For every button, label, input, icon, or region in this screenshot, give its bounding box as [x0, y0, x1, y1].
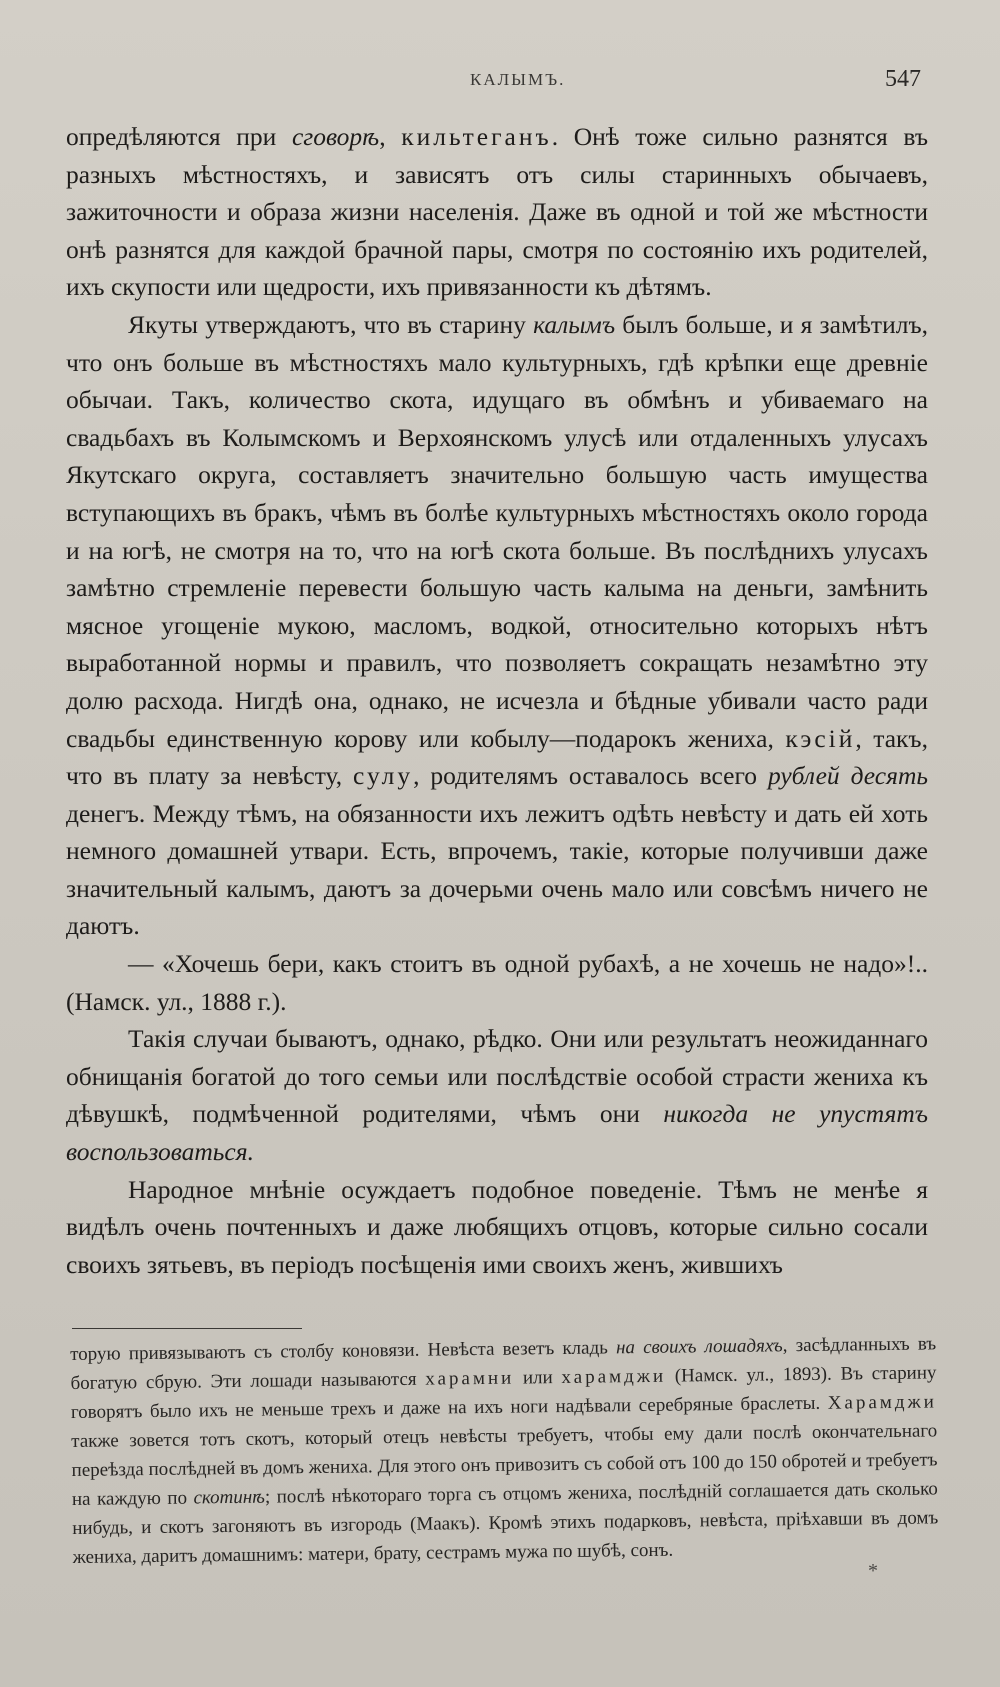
paragraph-5: Народное мнѣніе осуждаетъ подобное поведеніе. Тѣмъ не менѣе я видѣлъ очень почтенныхъ и даже любящихъ отцовъ, которые сильно сосали своихъ зятьевъ, въ періодъ посѣщенія ими своихъ женъ, жившихъ: [66, 1174, 928, 1279]
main-text: [66, 118, 928, 1283]
spaced-term: харамни: [425, 1367, 515, 1390]
italic-term: калымъ: [533, 309, 616, 339]
italic-term: сговорѣ: [291, 122, 380, 151]
footnote: торую привязываютъ съ столбу коновязи. Невѣста везетъ кладь на своихъ лошадяхъ, засѣдланныхъ въ богатую сбрую. Эти лошади называются харамни или харамджи (Намск. ул., 1893). Въ старину говорятъ было ихъ не меньше трехъ и даже на ихъ ноги надѣвали серебряные браслеты. Харамджи также зовется тотъ скотъ, который отецъ невѣсты требуетъ, чтобы ему дали послѣ окончательнаго переѣзда послѣдней въ домъ жениха. Для этого онъ привозитъ съ собой отъ 100 до 150 обротей и требуетъ на каждую по скотинѣ; послѣ нѣкотораго торга съ отцомъ жениха, послѣдній соглашается дать сколько нибудь, и скотъ загоняютъ въ изгородь (Маакъ). Кромѣ этихъ подарковъ, невѣста, пріѣхавши въ домъ жениха, даритъ домашнимъ: матери, брату, сестрамъ мужа по шубѣ, сонъ.: [70, 1333, 939, 1568]
page-number: 547: [885, 66, 921, 92]
italic-term: скотинѣ: [193, 1486, 266, 1509]
paragraph-1: опредѣляются при сговорѣ, кильтеганъ. Онѣ тоже сильно разнятся въ разныхъ мѣстностяхъ, и зависятъ отъ силы старинныхъ обычаевъ, зажиточности и образа жизни населенія. Даже въ одной и той же мѣстности онѣ разнятся для каждой брачной пары, смотря по состоянію ихъ родителей, ихъ скупости или щедрости, ихъ привязанности къ дѣтямъ.: [66, 122, 929, 302]
spaced-term: кильтеганъ: [401, 122, 552, 151]
paragraph-2: Якуты утверждаютъ, что въ старину калымъ былъ больше, и я замѣтилъ, что онъ больше въ мѣстностяхъ мало культурныхъ, гдѣ крѣпки еще древніе обычаи. Такъ, количество скота, идущаго въ обмѣнъ и убиваемаго на свадьбахъ въ Колымскомъ и Верхоянскомъ улусѣ или отдаленныхъ улусахъ Якутскаго округа, составляетъ значительно большую часть имущества вступающихъ въ бракъ, чѣмъ въ болѣе культурныхъ мѣстностяхъ около города и на югѣ, не смотря на то, что на югѣ скота больше. Въ послѣднихъ улусахъ замѣтно стремленіе перевести большую часть калыма на деньги, замѣнить мясное угощеніе мукою, масломъ, водкой, относительно которыхъ нѣтъ выработанной нормы и правилъ, что позволяетъ сокращать незамѣтно эту долю расхода. Нигдѣ она, однако, не исчезла и бѣдные убивали часто ради свадьбы единственную корову или кобылу—подарокъ жениха, кэсій, такъ, что въ плату за невѣсту, сулу, родителямъ оставалось всего рублей десять денегъ. Между тѣмъ, на обязанности ихъ лежитъ одѣть невѣсту и дать ей хоть немного домашней утвари. Есть, впрочемъ, такіе, которые получивши даже значительный калымъ, даютъ за дочерьми очень мало или совсѣмъ ничего не даютъ.: [66, 309, 929, 941]
paragraph-3-quote: — «Хочешь бери, какъ стоитъ въ одной рубахѣ, а не хочешь не надо»!.. (Намск. ул., 1888 г.).: [66, 949, 928, 1016]
spaced-term: кэсій: [785, 723, 856, 753]
paragraph-4: Такія случаи бываютъ, однако, рѣдко. Они или результатъ неожиданнаго обнищанія богатой до того семьи или послѣдствіе особой страсти жениха къ дѣвушкѣ, подмѣченной родителями, чѣмъ они никогда не упустятъ воспользоваться.: [66, 1024, 929, 1167]
spaced-term: Харамджи: [827, 1391, 937, 1414]
italic-term: на своихъ лошадяхъ: [615, 1335, 783, 1359]
italic-term: никогда не упустятъ воспользоваться.: [66, 1099, 929, 1167]
italic-term: рублей десять: [767, 761, 928, 791]
footnote-rule: [72, 1328, 302, 1329]
asterisk-mark: *: [868, 1560, 878, 1582]
spaced-term: харамджи: [561, 1365, 667, 1388]
spaced-term: сулу: [353, 761, 414, 791]
running-title: КАЛЫМЪ.: [470, 70, 566, 89]
